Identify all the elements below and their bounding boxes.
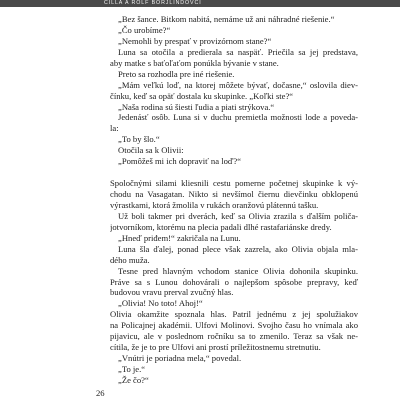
body-text	[110, 14, 358, 386]
text-line: dého muža.	[110, 254, 150, 265]
text-line: „Čo urobíme?“	[118, 24, 171, 35]
text-line: výrastkami, ktorá žmolila v rukách oranžovú plátennú tašku.	[110, 199, 319, 210]
text-line: čínku, keď sa opäť dostala ku skupinke. „Koľki ste?“	[110, 90, 294, 101]
text-line: Preto sa rozhodla pre iné riešenie.	[118, 68, 235, 79]
text-line: chodu na Vasagatan. Nikto si nevšímol čiernu dievčinku obklopenú	[110, 189, 358, 199]
text-line: „Nemohli by prespať v provizórnom stane?“	[118, 35, 272, 46]
text-line: cítila, že je to pre Ulfovi ani prostí príležitostnemu stretnutiu.	[110, 342, 321, 353]
text-line: aby matke s baťoľaťom ponúkla bývanie v stane.	[110, 57, 279, 68]
text-line: Otočila sa k Olivii:	[118, 145, 184, 156]
text-line: „Vnútri je poriadna mela,“ povedal.	[118, 353, 242, 364]
text-line: Tesne pred hlavným vchodom stanice Olivia dohonila skupinku.	[118, 265, 358, 276]
text-line: jotvorníkom, ktorému na plecia padali dlhé rastafariánske dredy.	[110, 221, 332, 232]
text-line: „Pomôžeš mi ich dopraviť na loď?“	[118, 156, 242, 167]
text-line: Jedenásť osôb. Luna si v duchu premietla možnosti lode a poveda-	[118, 112, 358, 123]
text-line: „Olivia! No toto! Ahoj!“	[118, 298, 203, 309]
text-line: „Bez šance. Bitkom nabitá, nemáme už ani náhradné riešenie.“	[118, 14, 335, 24]
text-line: „Naša rodina sú šiesti ľudia a piati strýkova.“	[118, 101, 275, 112]
text-line: „To by šlo.“	[118, 134, 160, 145]
text-line: „Že čo?“	[118, 374, 149, 385]
text-line: Už boli takmer pri dverách, keď sa Olivia zrazila s ďalším poliča-	[118, 210, 358, 221]
text-line: budovou vravu prerval zvučný hlas.	[110, 287, 234, 298]
text-line: la:	[110, 123, 119, 134]
text-line: pijavicu, ale v poslednom ročníku sa to zmenilo. Teraz sa však ne-	[110, 331, 358, 342]
text-line: „To je.“	[118, 364, 146, 374]
text-line: Spoločnými silami kliesnili cestu pomerne početnej skupinke k vý-	[110, 178, 358, 189]
text-line: Luna sa otočila a predierala sa naspäť. Priečila sa jej predstava,	[118, 46, 358, 57]
text-line: Olivia okamžite spoznala hlas. Patril jednému z jej spolužiakov	[110, 309, 358, 320]
text-line: „Mám veľkú loď, na ktorej môžete bývať, dočasne,“ oslovila diev-	[118, 79, 358, 90]
text-line: na Policajnej akadémii. Ulfovi Molinovi. Svojho času ho vnímala ako	[110, 320, 358, 331]
text-line: „Hneď priđem!“ zakričala na Lunu.	[118, 232, 241, 243]
text-line: Práve sa s Lunou dohovárali o najlepšom spôsobe prepravy, keď	[110, 276, 358, 287]
running-header-title: CILLA A ROLF BÖRJLINDOVCI	[104, 0, 202, 6]
text-line: Luna šla ďalej, ponad plece však zazrela, ako Olivia objala mla-	[118, 243, 358, 254]
blank-line	[110, 167, 358, 178]
page-number: 26	[96, 388, 105, 398]
